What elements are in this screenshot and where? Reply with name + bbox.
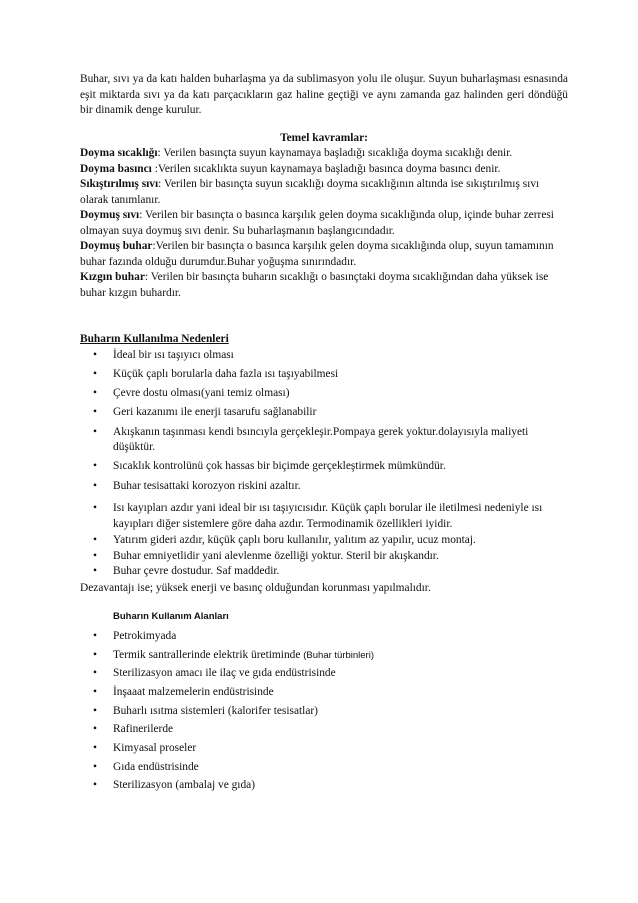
list-item: • Sıcaklık kontrolünü çok hassas bir biçimde gerçekleştirmek mümkündür.	[80, 459, 568, 475]
areas-title: Buharın Kullanım Alanları	[113, 611, 229, 623]
definition-item	[80, 146, 568, 162]
definition-item	[80, 177, 568, 208]
bullet-icon: •	[93, 460, 97, 473]
definition-item	[80, 162, 568, 178]
bullet-icon: •	[93, 667, 97, 680]
list-item: • İdeal bir ısı taşıyıcı olması	[80, 348, 568, 364]
definition-text: : Verilen bir basınçta buharın sıcaklığı o basınçtaki doyma sıcaklığından daha yüksek ise buhar kızgın buhardır.	[80, 271, 549, 299]
concepts-list	[80, 146, 568, 301]
bullet-icon: •	[93, 549, 97, 562]
bullet-icon: •	[93, 479, 97, 492]
bullet-icon: •	[93, 742, 97, 755]
list-item: • Isı kayıpları azdır yani ideal bir ısı taşıyıcısıdır. Küçük çaplı borular ile iletilmesi nedeniyle ısı kayıpları diğer sistemlere göre daha azdır. Termodinamik özellikleri iyidir.	[93, 502, 543, 530]
reasons-list	[80, 348, 568, 495]
list-item: • İnşaaat malzemelerin endüstrisinde	[80, 685, 568, 701]
bullet-icon: •	[93, 779, 97, 792]
bullet-icon: •	[93, 425, 97, 438]
bullet-icon: •	[93, 406, 97, 419]
bullet-icon: •	[93, 704, 97, 717]
definition-text: : Verilen basınçta suyun kaynamaya başladığı sıcaklığa doyma sıcaklığı denir.	[157, 147, 513, 159]
list-item: • Buhar çevre dostudur. Saf maddedir.	[80, 564, 568, 580]
definition-term: Kızgın buhar	[80, 271, 145, 283]
reasons-list-2	[80, 501, 568, 580]
bullet-icon: •	[93, 502, 97, 515]
list-item: • Buhar tesisattaki korozyon riskini azaltır.	[80, 479, 568, 495]
bullet-icon: •	[93, 686, 97, 699]
bullet-icon: •	[93, 533, 97, 546]
definition-text: :Verilen sıcaklıkta suyun kaynamaya başladığı basınca doyma basıncı denir.	[151, 162, 501, 175]
bullet-icon: •	[93, 723, 97, 736]
bullet-icon: •	[93, 648, 97, 661]
definition-text: : Verilen bir basınçta suyun sıcaklığı doyma sıcaklığının altında ise sıkıştırılmış sıvı olarak tanımlanır.	[80, 178, 540, 206]
list-item: • Buhar emniyetlidir yani alevlenme özelliği yoktur. Steril bir akışkandır.	[80, 549, 568, 565]
definition-term: Doyma basıncı	[80, 162, 152, 175]
reasons-title: Buharın Kullanılma Nedenleri	[80, 333, 229, 345]
definition-text: :Verilen bir basınçta o basınca karşılık gelen doyma sıcaklığında olup, suyun tamamının buhar fazında olduğu durumdur.Buhar yoğuşma sınırındadır.	[80, 240, 554, 268]
bullet-icon: •	[93, 387, 97, 400]
list-item: • Buharlı ısıtma sistemleri (kalorifer tesisatlar)	[80, 704, 568, 720]
definition-item	[80, 208, 568, 239]
definition-term: Doyma sıcaklığı	[80, 147, 158, 159]
list-item: • Termik santrallerinde elektrik üretiminde (Buhar türbinleri)	[80, 648, 568, 664]
bullet-icon: •	[93, 348, 97, 361]
list-item: • Sterilizasyon amacı ile ilaç ve gıda endüstrisinde	[80, 666, 568, 682]
disadvantage-text: Dezavantajı ise; yüksek enerji ve basınç olduğundan korunması yapılmalıdır.	[80, 581, 431, 594]
list-item: • Sterilizasyon (ambalaj ve gıda)	[80, 778, 568, 794]
definition-item	[80, 270, 568, 301]
list-item: • Rafinerilerde	[80, 722, 568, 738]
list-item: • Çevre dostu olması(yani temiz olması)	[80, 386, 568, 402]
bullet-icon: •	[93, 629, 97, 642]
intro-paragraph: Buhar, sıvı ya da katı halden buharlaşma ya da sublimasyon yolu ile oluşur. Suyun buharlaşması esnasında eşit miktarda sıvı ya da katı parçacıkların gaz haline geçtiği ve aynı zamanda gaz halinden geri döndüğü bir dinamik denge kurulur.	[80, 73, 568, 116]
definition-item	[80, 239, 568, 270]
list-item: • Akışkanın taşınması kendi bsıncıyla gerçekleşir.Pompaya gerek yoktur.dolayısıyla maliyeti düşüktür.	[93, 425, 529, 454]
definition-term: Doymuş buhar	[80, 240, 153, 252]
document-page	[80, 72, 568, 797]
bullet-icon: •	[93, 565, 97, 578]
concepts-heading: Temel kavramlar:	[280, 131, 368, 144]
definition-term: Sıkıştırılmış sıvı	[80, 178, 159, 190]
bullet-icon: •	[93, 760, 97, 773]
definition-text: : Verilen bir basınçta o basınca karşılık gelen doyma sıcaklığında olup, içinde buhar zerresi olmayan suya doymuş sıvı denir. Su buharlaşmanın başlangıcındadır.	[80, 209, 554, 237]
list-item: • Geri kazanımı ile enerji tasarufu sağlanabilir	[80, 405, 568, 421]
list-item: • Gıda endüstrisinde	[80, 760, 568, 776]
list-item: • Yatırım gideri azdır, küçük çaplı boru kullanılır, yalıtım az yapılır, ucuz montaj.	[80, 533, 568, 549]
list-item: • Kimyasal proseler	[80, 741, 568, 757]
bullet-icon: •	[93, 367, 97, 380]
definition-term: Doymuş sıvı	[80, 209, 140, 221]
area-note: (Buhar türbinleri)	[303, 649, 374, 661]
list-item: • Küçük çaplı borularla daha fazla ısı taşıyabilmesi	[80, 367, 568, 383]
areas-list	[80, 629, 568, 794]
list-item: • Petrokimyada	[80, 629, 568, 645]
